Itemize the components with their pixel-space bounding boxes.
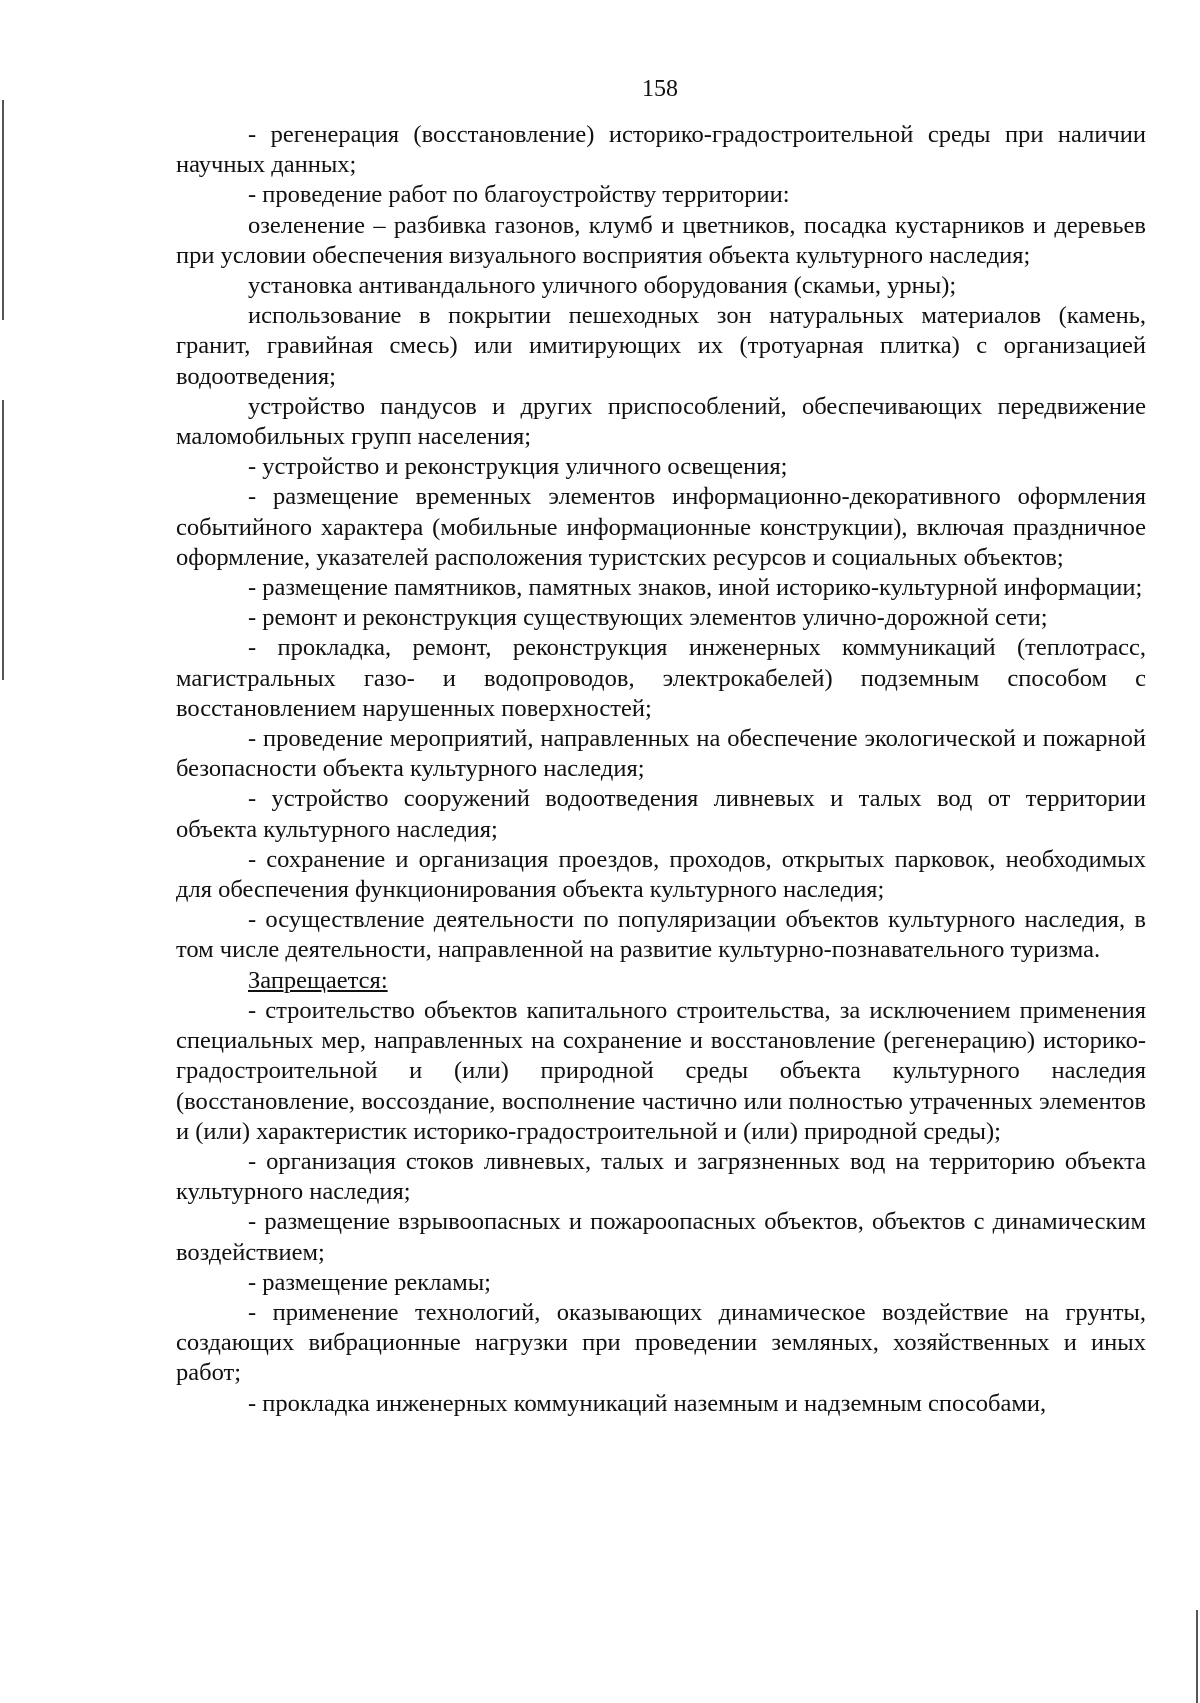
paragraph: - устройство и реконструкция уличного освещения; — [248, 453, 788, 481]
scan-edge-mark — [1196, 1610, 1198, 1703]
page-number: 158 — [642, 76, 678, 102]
paragraph: - проведение работ по благоустройству территории: — [248, 181, 790, 209]
prohibited-item: - размещение взрывоопасных и пожароопасных объектов, объектов с динамическим воздействием; — [176, 1208, 1146, 1266]
paragraph: - размещение памятников, памятных знаков, иной историко-культурной информации; — [248, 574, 1143, 602]
scan-edge-mark — [2, 100, 4, 320]
prohibited-item: - организация стоков ливневых, талых и загрязненных вод на территорию объекта культурного наследия; — [176, 1147, 1146, 1206]
paragraph: - устройство сооружений водоотведения ливневых и талых вод от территории объекта культурного наследия; — [176, 785, 1146, 843]
scan-edge-mark — [2, 400, 4, 680]
paragraph: использование в покрытии пешеходных зон натуральных материалов (камень, гранит, гравийная смесь) или имитирующих их (тротуарная плитка) с организацией водоотведения; — [176, 302, 1146, 390]
paragraph: - проведение мероприятий, направленных на обеспечение экологической и пожарной безопасности объекта культурного наследия; — [176, 725, 1146, 783]
paragraph: - сохранение и организация проездов, проходов, открытых парковок, необходимых для обеспечения функционирования объекта культурного наследия; — [176, 845, 1146, 904]
prohibited-item: - прокладка инженерных коммуникаций наземным и надземным способами, — [248, 1389, 1047, 1417]
paragraph: установка антивандального уличного оборудования (скамьи, урны); — [248, 272, 957, 300]
prohibited-item: - строительство объектов капитального строительства, за исключением применения специальных мер, направленных на сохранение и восстановление (регенерацию) историко-градостроительной и (или) природной среды объекта культурного наследия (восстановление, воссоздание, восполнение частично или полностью утраченных элементов и (или) характеристик историко-градостроительной и (или) природной среды); — [176, 996, 1146, 1145]
prohibited-item: - применение технологий, оказывающих динамическое воздействие на грунты, создающих вибрационные нагрузки при проведении земляных, хозяйственных и иных работ; — [176, 1298, 1146, 1387]
section-heading — [176, 966, 1146, 996]
paragraph: - ремонт и реконструкция существующих элементов улично-дорожной сети; — [248, 604, 1048, 632]
paragraph: - прокладка, ремонт, реконструкция инженерных коммуникаций (теплотрасс, магистральных газо- и водопроводов, электрокабелей) подземным способом с восстановлением нарушенных поверхностей; — [176, 634, 1146, 722]
paragraph: - регенерация (восстановление) историко-градостроительной среды при наличии научных данных; — [176, 121, 1146, 179]
document-body — [176, 120, 1146, 1419]
paragraph: озеленение – разбивка газонов, клумб и цветников, посадка кустарников и деревьев при условии обеспечения визуального восприятия объекта культурного наследия; — [176, 211, 1146, 269]
paragraph: - осуществление деятельности по популяризации объектов культурного наследия, в том числе деятельности, направленной на развитие культурно-познавательного туризма. — [176, 906, 1146, 964]
paragraph: - размещение временных элементов информационно-декоративного оформления событийного характера (мобильные информационные конструкции), включая праздничное оформление, указателей расположения туристских ресурсов и социальных объектов; — [176, 483, 1146, 571]
prohibited-item: - размещение рекламы; — [248, 1268, 491, 1296]
prohibited-heading: Запрещается: — [248, 966, 388, 994]
paragraph: устройство пандусов и других приспособлений, обеспечивающих передвижение маломобильных групп населения; — [176, 392, 1146, 451]
